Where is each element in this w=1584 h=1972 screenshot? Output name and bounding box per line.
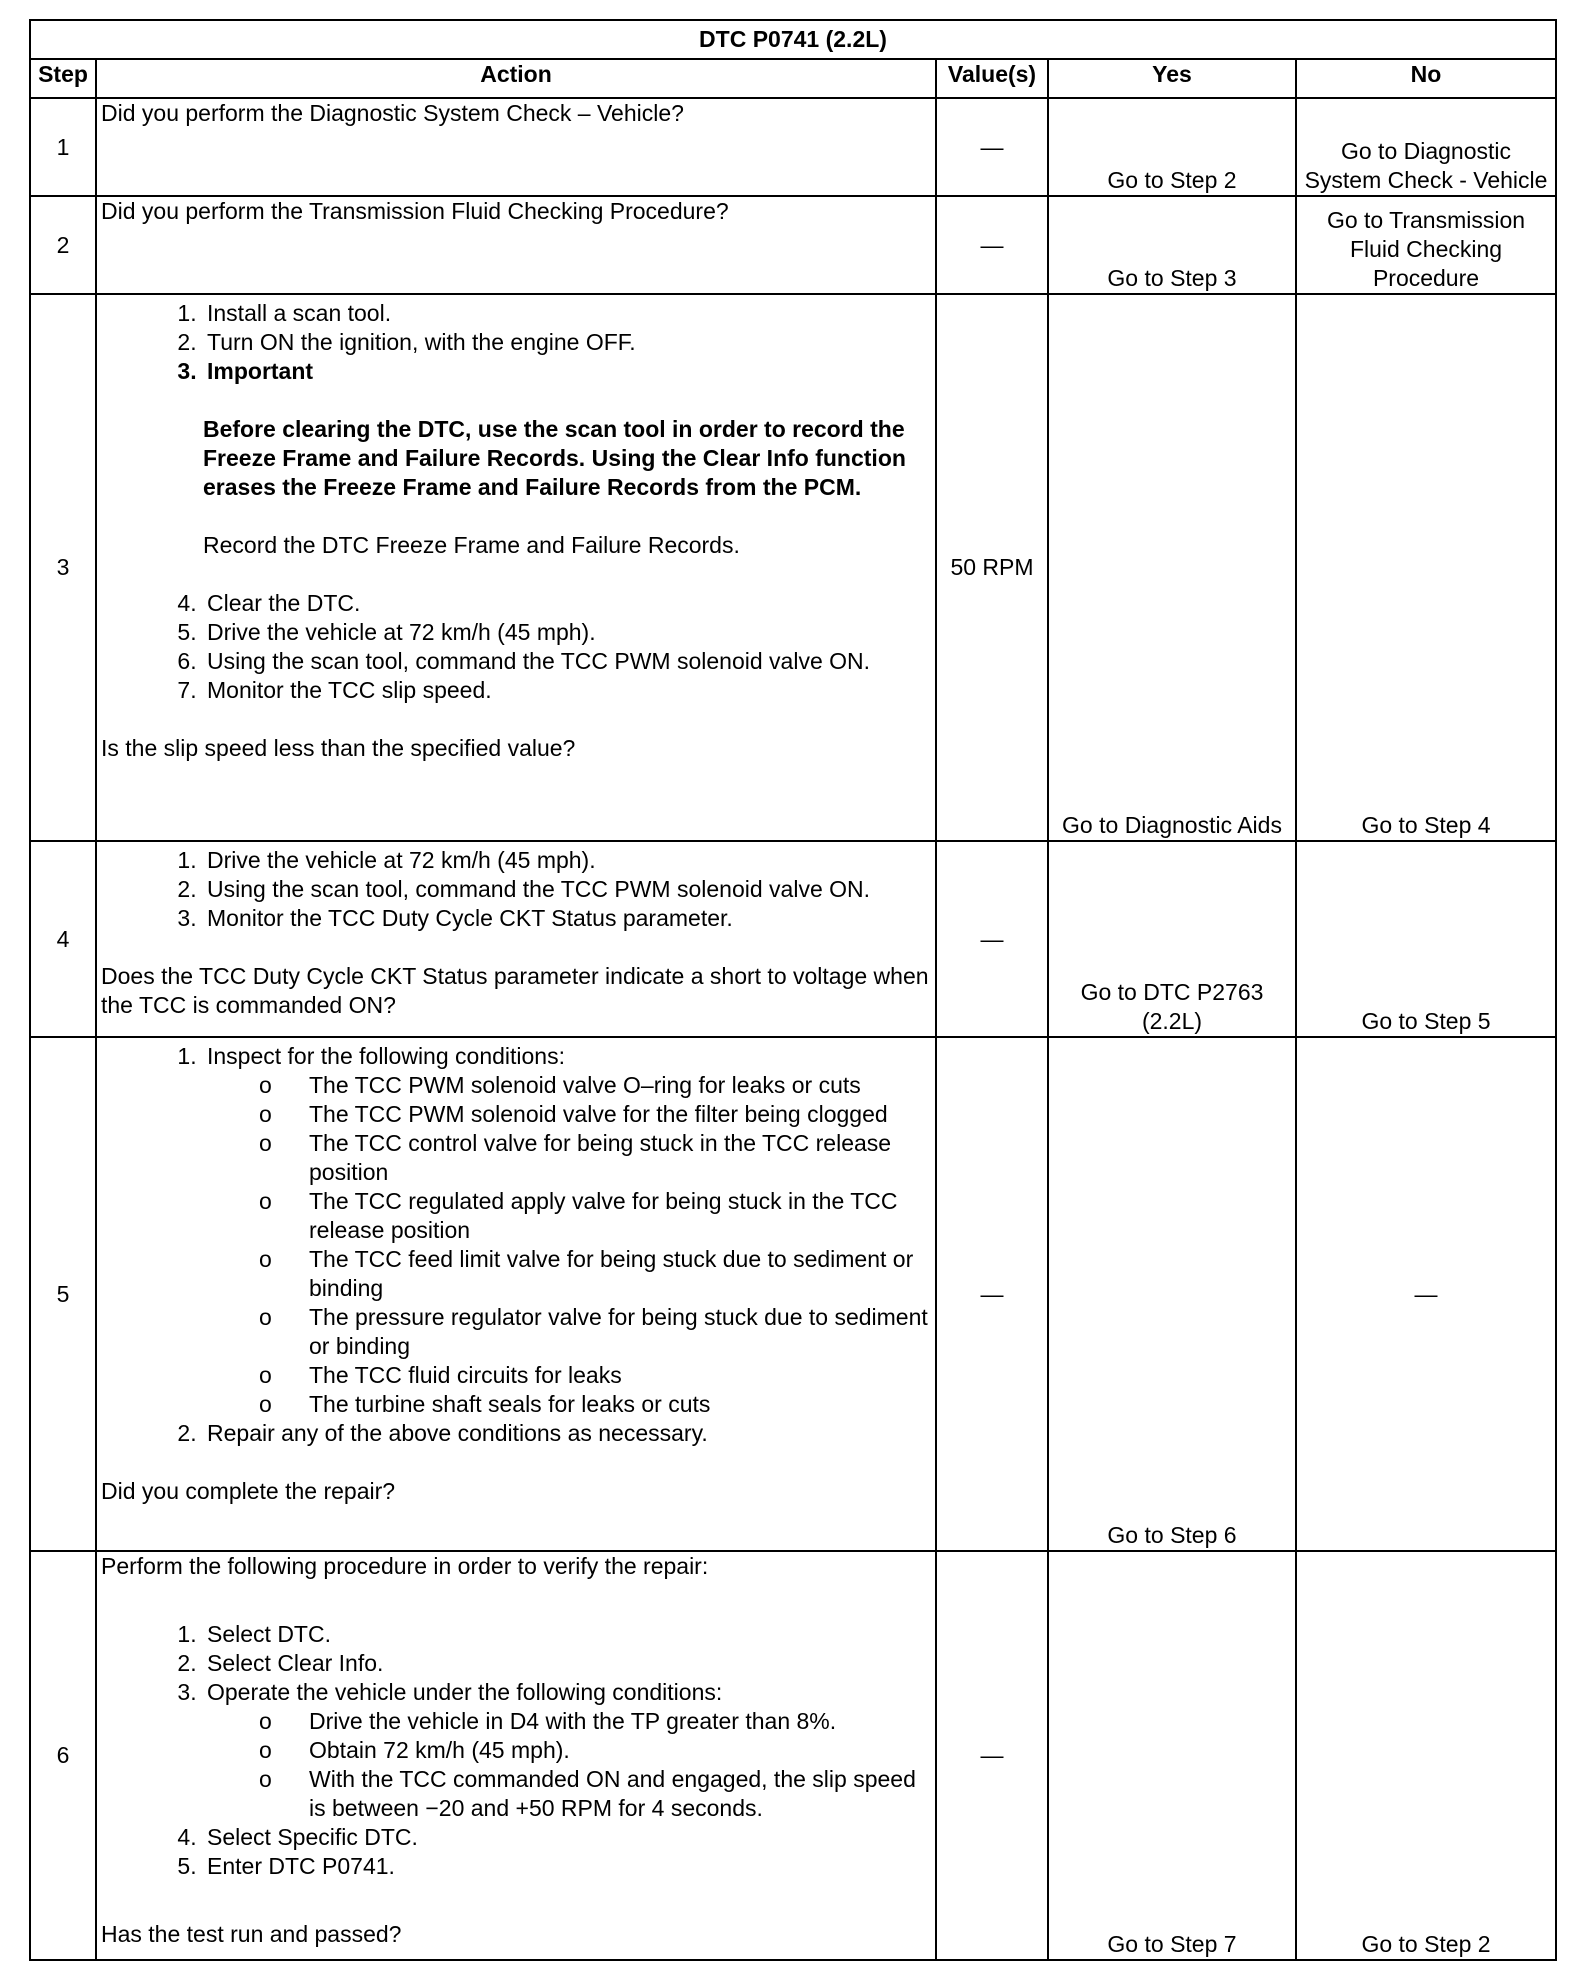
condition-item: o The TCC PWM solenoid valve for the filter being clogged: [305, 1100, 931, 1129]
condition-item: o The TCC control valve for being stuck in the TCC release position: [305, 1129, 931, 1187]
condition-item: o Drive the vehicle in D4 with the TP greater than 8%.: [305, 1707, 931, 1736]
list-item: 5. Drive the vehicle at 72 km/h (45 mph).: [203, 618, 931, 647]
condition-item: o The turbine shaft seals for leaks or cuts: [305, 1390, 931, 1419]
condition-item: o The pressure regulator valve for being stuck due to sediment or binding: [305, 1303, 931, 1361]
header-action: Action: [96, 59, 936, 98]
step-value: —: [936, 841, 1048, 1037]
step-value: —: [936, 98, 1048, 196]
step-no: Go to Step 4: [1296, 294, 1556, 841]
header-step: Step: [30, 59, 96, 98]
condition-item: o The TCC regulated apply valve for being stuck in the TCC release position: [305, 1187, 931, 1245]
step-yes: Go to Step 7: [1048, 1551, 1296, 1960]
table-row: [30, 1037, 1556, 1551]
list-item-text: Operate the vehicle under the following conditions:: [207, 1679, 723, 1705]
step-question: Has the test run and passed?: [101, 1921, 402, 1947]
table-row: [30, 98, 1556, 196]
condition-item: o The TCC PWM solenoid valve O–ring for leaks or cuts: [305, 1071, 931, 1100]
header-no: No: [1296, 59, 1556, 98]
step-number: 1: [30, 98, 96, 196]
step-number: 6: [30, 1551, 96, 1960]
diagnostic-table: [29, 19, 1557, 1961]
table-row: [30, 294, 1556, 841]
list-item: 5. Enter DTC P0741.: [203, 1852, 931, 1881]
condition-item: o Obtain 72 km/h (45 mph).: [305, 1736, 931, 1765]
condition-item: o With the TCC commanded ON and engaged, the slip speed is between −20 and +50 RPM for 4 seconds.: [305, 1765, 931, 1823]
step-yes: Go to DTC P2763 (2.2L): [1048, 841, 1296, 1037]
step-number: 4: [30, 841, 96, 1037]
list-item: 4. Clear the DTC.: [203, 589, 931, 618]
list-item: 1. Drive the vehicle at 72 km/h (45 mph).: [203, 846, 931, 875]
step-number: 3: [30, 294, 96, 841]
step-yes: Go to Step 6: [1048, 1037, 1296, 1551]
step-list: [101, 1620, 931, 1881]
step-question: Is the slip speed less than the specified value?: [101, 735, 576, 761]
table-title: DTC P0741 (2.2L): [30, 20, 1556, 59]
step-yes: Go to Step 3: [1048, 196, 1296, 294]
step-action: [96, 196, 936, 294]
list-item: 4. Select Specific DTC.: [203, 1823, 931, 1852]
step-yes: Go to Diagnostic Aids: [1048, 294, 1296, 841]
record-instruction: Record the DTC Freeze Frame and Failure Records.: [203, 532, 740, 558]
step-value: —: [936, 1551, 1048, 1960]
step-yes: Go to Step 2: [1048, 98, 1296, 196]
important-note: Before clearing the DTC, use the scan tool in order to record the Freeze Frame and Failure Records. Using the Clear Info function erases the Freeze Frame and Failure Records from the PCM.: [203, 416, 906, 500]
step-number: 2: [30, 196, 96, 294]
step-intro: Perform the following procedure in order to verify the repair:: [101, 1553, 709, 1579]
step-list: [101, 299, 931, 386]
step-action: [96, 294, 936, 841]
condition-item: o The TCC feed limit valve for being stuck due to sediment or binding: [305, 1245, 931, 1303]
list-item: 7. Monitor the TCC slip speed.: [203, 676, 931, 705]
step-list: [101, 1042, 931, 1448]
step-action: [96, 98, 936, 196]
step-list: [101, 846, 931, 933]
step-question: Did you complete the repair?: [101, 1478, 396, 1504]
step-action: [96, 1037, 936, 1551]
list-item: 2. Select Clear Info.: [203, 1649, 931, 1678]
step-no: Go to Transmission Fluid Checking Procedure: [1296, 196, 1556, 294]
table-row: [30, 841, 1556, 1037]
step-value: —: [936, 196, 1048, 294]
header-yes: Yes: [1048, 59, 1296, 98]
list-item: 3. Monitor the TCC Duty Cycle CKT Status parameter.: [203, 904, 931, 933]
step-no: Go to Step 2: [1296, 1551, 1556, 1960]
step-question: Did you perform the Diagnostic System Check – Vehicle?: [101, 100, 684, 126]
header-values: Value(s): [936, 59, 1048, 98]
step-question: Did you perform the Transmission Fluid Checking Procedure?: [101, 198, 729, 224]
list-item: 3. Important: [203, 357, 931, 386]
list-item: 6. Using the scan tool, command the TCC PWM solenoid valve ON.: [203, 647, 931, 676]
list-item: 1. Install a scan tool.: [203, 299, 931, 328]
step-list: [101, 589, 931, 705]
step-value: —: [936, 1037, 1048, 1551]
step-number: 5: [30, 1037, 96, 1551]
condition-list: [207, 1071, 931, 1419]
list-item: [203, 1678, 931, 1823]
step-no: —: [1296, 1037, 1556, 1551]
list-item: 2. Using the scan tool, command the TCC PWM solenoid valve ON.: [203, 875, 931, 904]
step-no: Go to Diagnostic System Check - Vehicle: [1296, 98, 1556, 196]
condition-item: o The TCC fluid circuits for leaks: [305, 1361, 931, 1390]
step-action: [96, 1551, 936, 1960]
table-row: [30, 196, 1556, 294]
list-item: [203, 1042, 931, 1419]
condition-list: [207, 1707, 931, 1823]
list-item: 1. Select DTC.: [203, 1620, 931, 1649]
list-item-text: Inspect for the following conditions:: [207, 1043, 565, 1069]
list-item: 2. Repair any of the above conditions as necessary.: [203, 1419, 931, 1448]
step-no: Go to Step 5: [1296, 841, 1556, 1037]
step-value: 50 RPM: [936, 294, 1048, 841]
table-row: [30, 1551, 1556, 1960]
list-item: 2. Turn ON the ignition, with the engine OFF.: [203, 328, 931, 357]
step-action: [96, 841, 936, 1037]
step-question: Does the TCC Duty Cycle CKT Status parameter indicate a short to voltage when the TCC is commanded ON?: [101, 963, 929, 1018]
